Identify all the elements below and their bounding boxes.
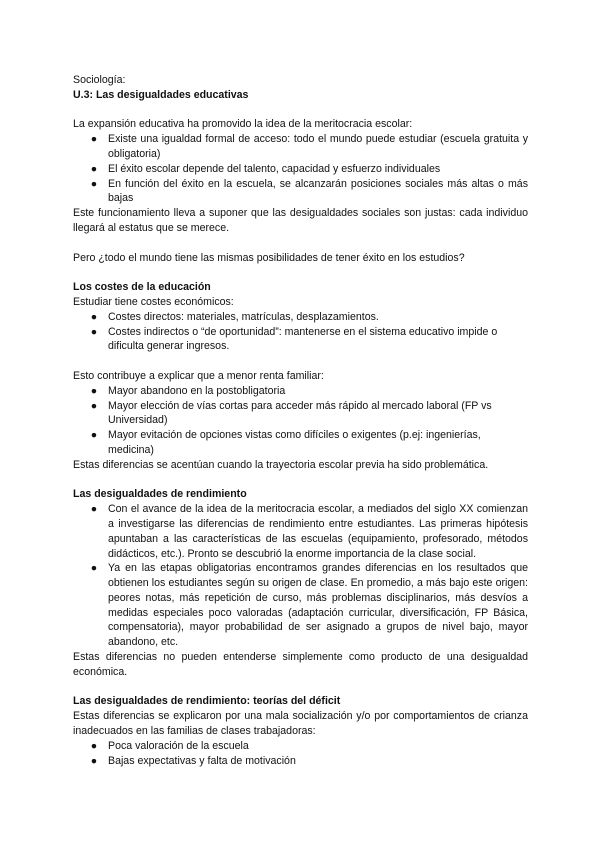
bullet-icon: ● [90, 177, 98, 190]
section-heading-deficit: Las desigualdades de rendimiento: teorías del déficit [73, 695, 341, 708]
intro-list [73, 132, 528, 206]
deficit-lead: Estas diferencias se explicaron por una mala socialización y/o por comportamientos de crianza inadecuados en las familias de clases trabajadoras: [73, 710, 528, 738]
costs-list [73, 310, 528, 354]
list-item: ● Existe una igualdad formal de acceso: todo el mundo puede estudiar (escuela gratuita y obligatoria) [73, 132, 528, 162]
bullet-icon: ● [90, 162, 98, 175]
costs-lead-2: Esto contribuye a explicar que a menor renta familiar: [73, 369, 324, 382]
costs-closing: Estas diferencias se acentúan cuando la trayectoria escolar previa ha sido problemática. [73, 458, 489, 471]
intro-closing: Este funcionamiento lleva a suponer que las desigualdades sociales son justas: cada individuo llegará al estatus que se merece. [73, 207, 528, 234]
list-item: ● Con el avance de la idea de la meritocracia escolar, a mediados del siglo XX comienzan a investigarse las diferencias de rendimiento entre estudiantes. Las primeras hipótesis apuntaban a las características de las escuelas (equipamiento, profesorado, métodos didácticos, etc.). Pronto se descubrió la enorme importancia de la clase social. [73, 502, 528, 561]
section-heading-costs: Los costes de la educación [73, 281, 211, 294]
bullet-icon: ● [90, 384, 98, 397]
bullet-icon: ● [90, 562, 98, 575]
list-item: ● Mayor elección de vías cortas para acceder más rápido al mercado laboral (FP vs Universidad) [73, 399, 528, 429]
list-item: ● Costes indirectos o “de oportunidad”: mantenerse en el sistema educativo impide o dificulta generar ingresos. [73, 325, 528, 355]
bullet-icon: ● [90, 325, 98, 338]
performance-list [73, 502, 528, 650]
bullet-icon: ● [90, 133, 98, 146]
unit-title: U.3: Las desigualdades educativas [73, 88, 249, 101]
list-item: ● El éxito escolar depende del talento, capacidad y esfuerzo individuales [73, 162, 528, 177]
document-body [73, 73, 528, 768]
list-item: ● Ya en las etapas obligatorias encontramos grandes diferencias en los resultados que obtienen los estudiantes según su origen de clase. En promedio, a más bajo este origen: peores notas, más repetición de curso, más problemas disciplinarios, más desvíos a medidas especiales poco valoradas (adaptación curricular, diversificación, FP Básica, compensatoria), mayor probabilidad de ser asignado a grupos de nivel bajo, mayor abandono, etc. [73, 561, 528, 650]
costs-list-2 [73, 384, 528, 458]
bullet-icon: ● [90, 399, 98, 412]
bullet-icon: ● [90, 739, 98, 752]
section-heading-performance: Las desigualdades de rendimiento [73, 488, 247, 501]
bullet-icon: ● [90, 429, 98, 442]
deficit-list [73, 739, 528, 769]
list-item: ● Costes directos: materiales, matrículas, desplazamientos. [73, 310, 528, 325]
list-item: ● Mayor abandono en la postobligatoria [73, 384, 528, 399]
list-item: ● Bajas expectativas y falta de motivación [73, 754, 528, 769]
bullet-icon: ● [90, 310, 98, 323]
performance-closing: Estas diferencias no pueden entenderse simplemente como producto de una desigualdad económica. [73, 651, 528, 678]
intro-question: Pero ¿todo el mundo tiene las mismas posibilidades de tener éxito en los estudios? [73, 251, 465, 264]
intro-lead: La expansión educativa ha promovido la idea de la meritocracia escolar: [73, 118, 413, 131]
subject-label: Sociología: [73, 74, 126, 86]
bullet-icon: ● [90, 754, 98, 767]
bullet-icon: ● [90, 503, 98, 516]
list-item: ● Mayor evitación de opciones vistas como difíciles o exigentes (p.ej: ingenierías, medicina) [73, 428, 528, 458]
costs-lead: Estudiar tiene costes económicos: [73, 295, 234, 308]
list-item: ● Poca valoración de la escuela [73, 739, 528, 754]
list-item: ● En función del éxito en la escuela, se alcanzarán posiciones sociales más altas o más bajas [73, 177, 528, 207]
